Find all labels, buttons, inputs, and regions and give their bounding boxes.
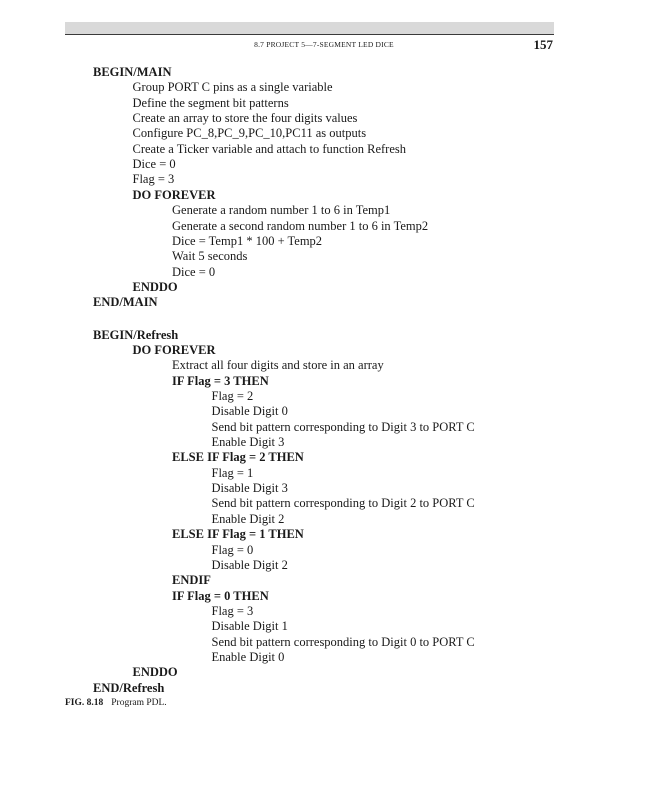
pdl-line: Flag = 3: [211, 603, 254, 618]
pdl-line: Disable Digit 0: [211, 404, 288, 419]
pdl-line: ENDIF: [172, 573, 211, 588]
pdl-line: END/Refresh: [93, 680, 165, 695]
pdl-line: Create a Ticker variable and attach to function Refresh: [132, 141, 407, 156]
pdl-line: IF Flag = 0 THEN: [172, 588, 269, 603]
page-number: 157: [533, 37, 553, 52]
pdl-line: Generate a random number 1 to 6 in Temp1: [172, 203, 391, 218]
pdl-line: DO FOREVER: [132, 342, 216, 357]
figure-caption-text: Program PDL.: [111, 698, 167, 708]
pdl-line: Send bit pattern corresponding to Digit 2 to PORT C: [211, 496, 475, 511]
pdl-line: Wait 5 seconds: [172, 249, 248, 264]
pdl-line: Enable Digit 0: [211, 649, 285, 664]
figure-label: FIG. 8.18: [65, 698, 104, 708]
pdl-line: Enable Digit 2: [211, 511, 285, 526]
header-bar: [65, 22, 554, 34]
pdl-line: Dice = Temp1 * 100 + Temp2: [172, 233, 323, 248]
pdl-line: Send bit pattern corresponding to Digit 3 to PORT C: [211, 419, 475, 434]
pdl-line: DO FOREVER: [132, 187, 216, 202]
pdl-line: ELSE IF Flag = 1 THEN: [172, 527, 304, 542]
pdl-line: Flag = 2: [211, 389, 254, 403]
pdl-line: Dice = 0: [132, 157, 176, 172]
pdl-line: ENDDO: [132, 665, 178, 680]
pdl-line: Extract all four digits and store in an array: [172, 358, 384, 373]
pdl-line: Disable Digit 2: [211, 557, 288, 572]
pdl-line: Configure PC_8,PC_9,PC_10,PC11 as outputs: [132, 126, 367, 141]
pdl-line: Generate a second random number 1 to 6 in Temp2: [172, 218, 429, 233]
pdl-line: BEGIN/MAIN: [93, 65, 172, 79]
pdl-line: Flag = 0: [211, 542, 254, 557]
pdl-line: Disable Digit 3: [211, 481, 288, 496]
running-head: 8.7 PROJECT 5—7-SEGMENT LED DICE: [254, 40, 394, 49]
pdl-line: Flag = 1: [211, 465, 254, 480]
pdl-line: BEGIN/Refresh: [93, 327, 179, 342]
pdl-line: Send bit pattern corresponding to Digit 0 to PORT C: [211, 634, 475, 649]
pdl-line: ENDDO: [132, 279, 178, 294]
pdl-line: Create an array to store the four digits values: [132, 111, 358, 126]
pdl-line: Dice = 0: [172, 264, 216, 279]
pdl-line: Define the segment bit patterns: [132, 95, 289, 110]
pdl-line: END/MAIN: [93, 295, 158, 310]
header-rule: [65, 34, 554, 35]
pdl-line: Disable Digit 1: [211, 619, 288, 634]
pdl-line: ELSE IF Flag = 2 THEN: [172, 450, 304, 465]
figure-caption: [65, 698, 167, 708]
pdl-line: Flag = 3: [132, 172, 175, 187]
pdl-line: IF Flag = 3 THEN: [172, 373, 269, 388]
pdl-line: Group PORT C pins as a single variable: [132, 80, 333, 95]
pdl-line: Enable Digit 3: [211, 435, 285, 450]
